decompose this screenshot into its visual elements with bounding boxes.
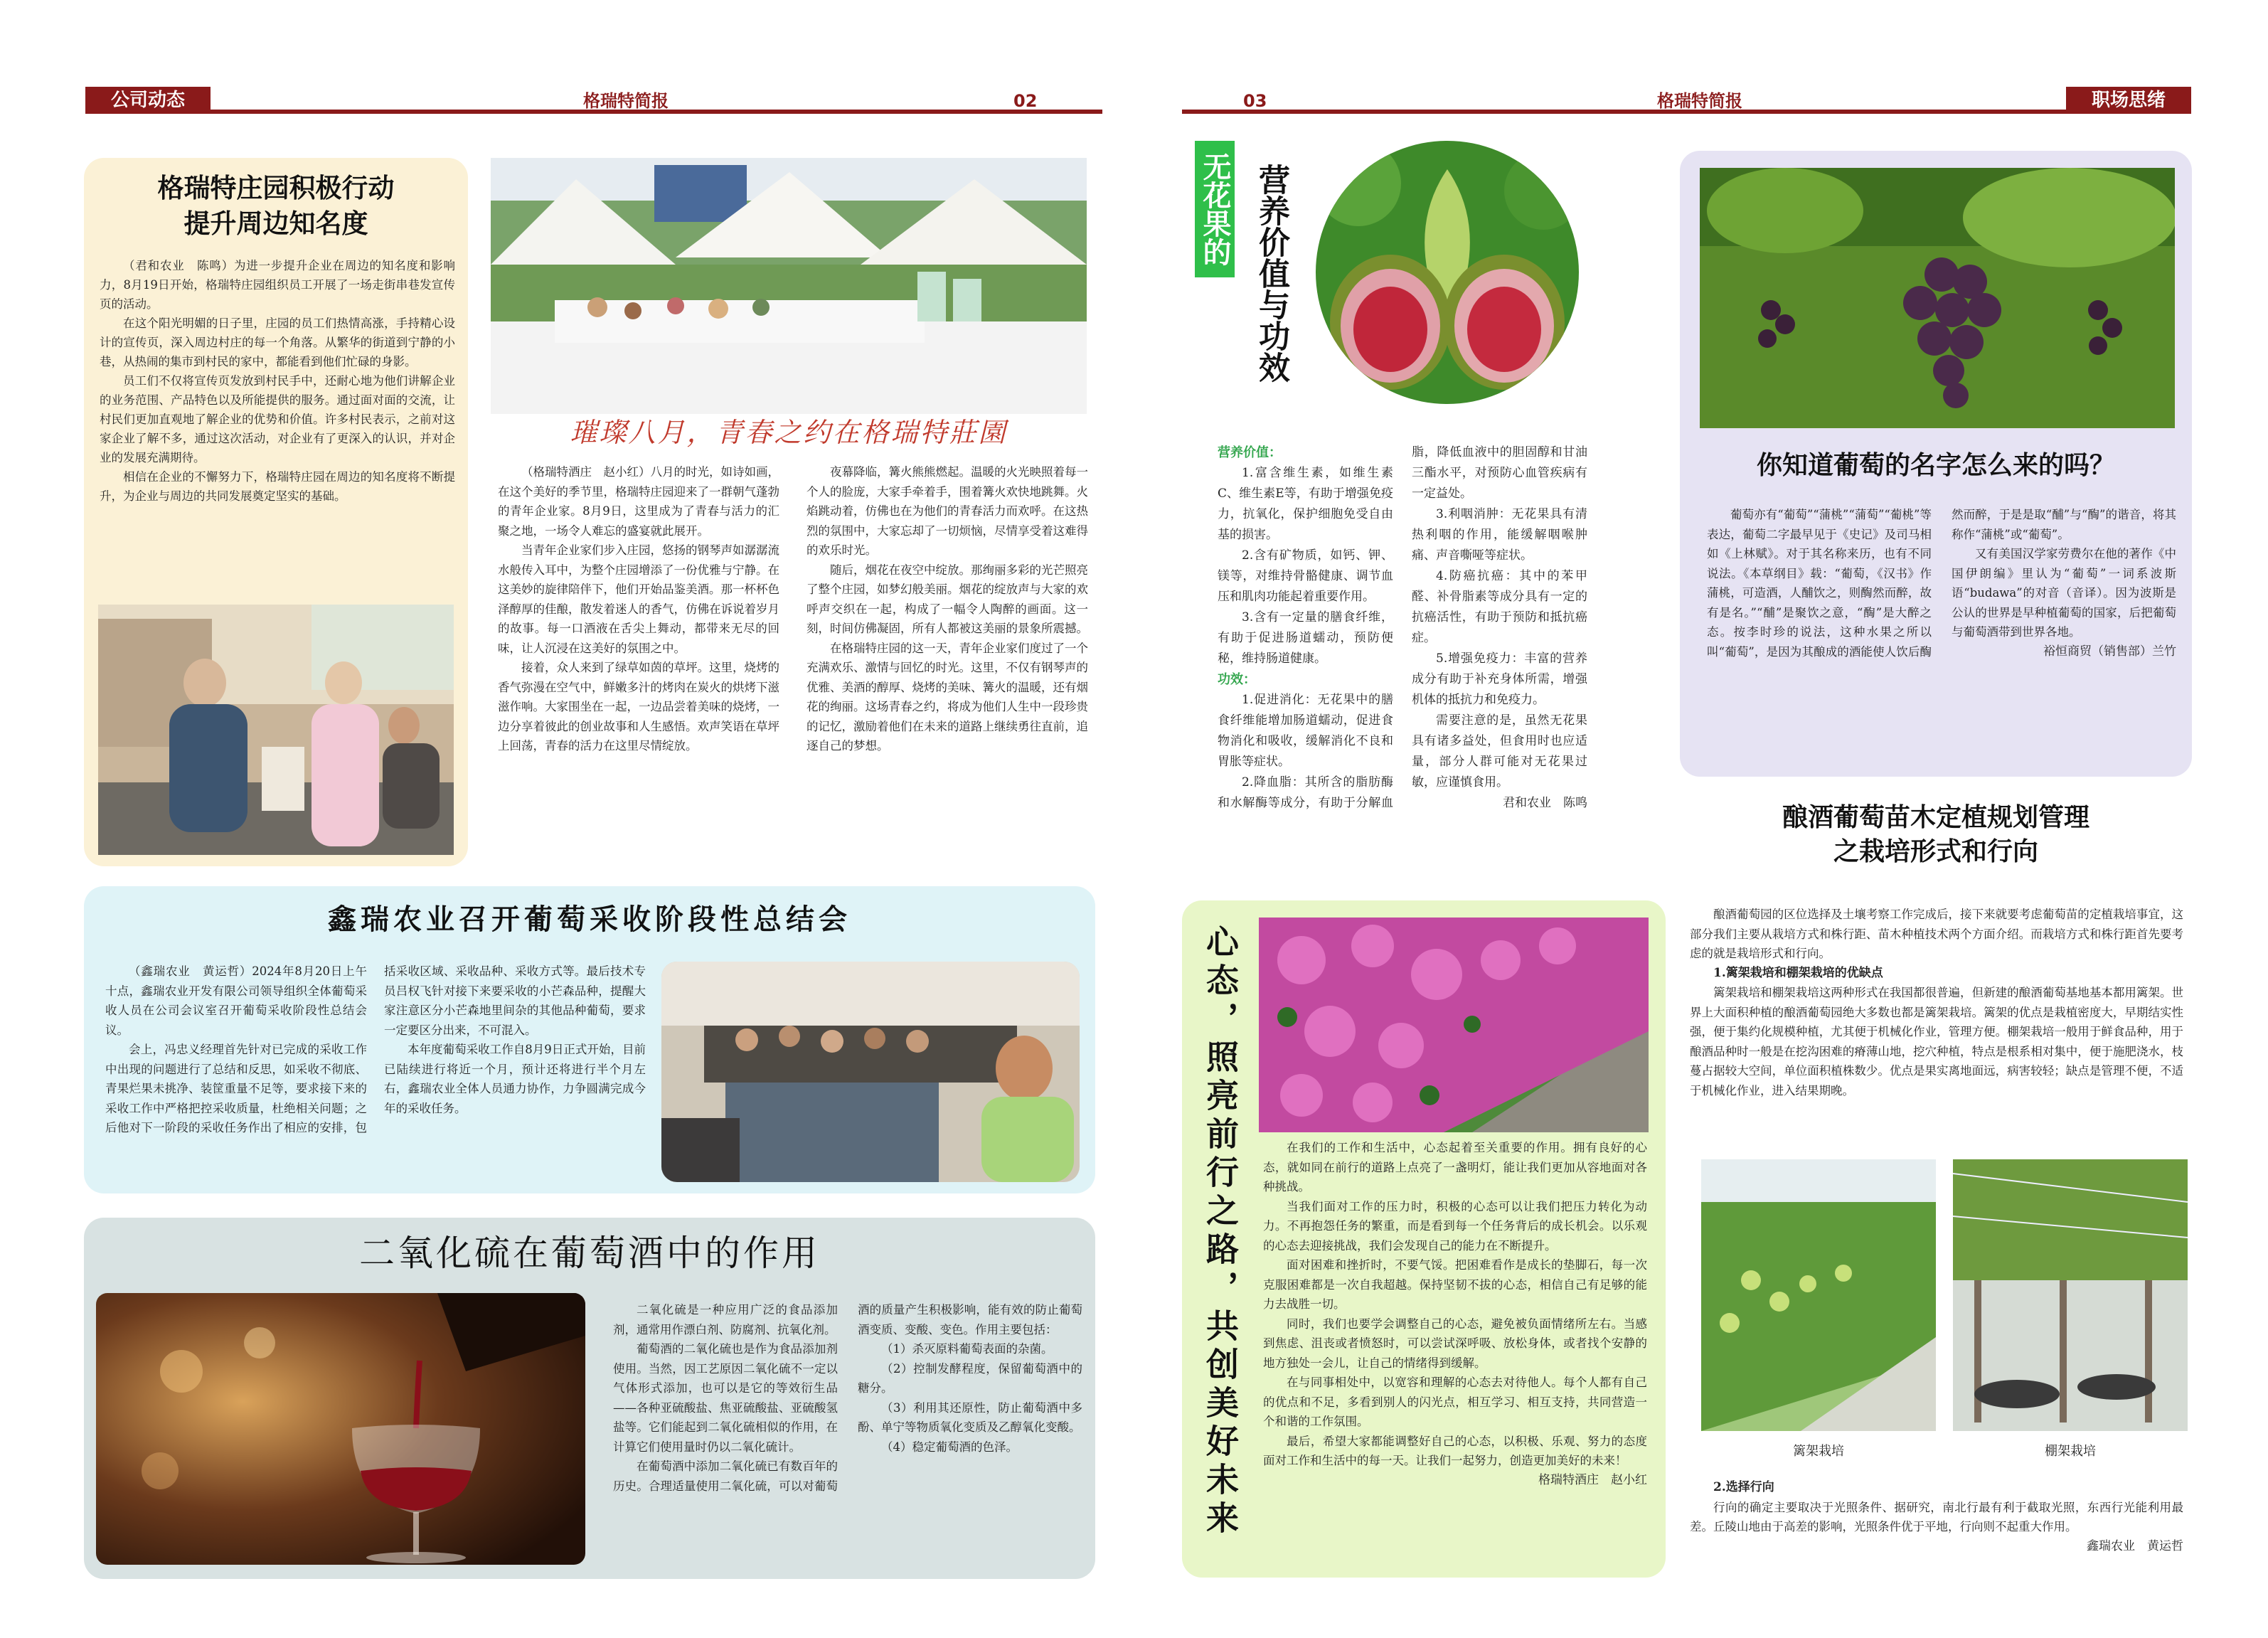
author-signature: 鑫瑞农业 黄运哲 (2087, 1538, 2183, 1553)
article-grape-name-title: 你知道葡萄的名字怎么来的吗？ (1756, 451, 2115, 480)
caption-trellis-hedge: 篱架栽培 (1793, 1444, 1844, 1459)
title-line-1: 格瑞特庄园积极行动 (157, 173, 395, 203)
fig-tag: 无花果的 (1195, 141, 1235, 277)
paragraph: 行向的确定主要取决于光照条件、据研究，南北行最有利于截取光照，东西行光能利用最差。丘陵山地由于高差的影响，光照条件优于平地，行向则不起重大作用。 (1690, 1500, 2183, 1533)
left-paper-name: 格瑞特简报 (583, 90, 669, 111)
author-signature: 裕恒商贸（销售部）兰竹 (2043, 644, 2176, 659)
paragraph: 篱架栽培和棚架栽培这两种形式在我国都很普遍，但新建的酿酒葡萄基地基本都用篱架。世界上大面积种植的酿酒葡萄园绝大多数也都是篱架栽培。篱架的优点是栽植密度大，早期结实性强，便于集约化规模种植，尤其便于机械化作业，管理方便。棚架栽培一般用于鲜食品种，用于酿酒品种时一般是在挖沟困难的瘠薄山地，挖穴种植，特点是根系相对集中，便于施肥浇水，枝蔓占据较大空间，单位面积植株数少。优点是果实离地面远，病害较轻；缺点是管理不便，不适于机械化作业，进入结果期晚。 (1690, 986, 2183, 1097)
fig-body (1218, 442, 1587, 876)
article-vine-planting-body-top (1690, 905, 2183, 1100)
left-page-number: 02 (1013, 91, 1038, 111)
paragraph: 葡萄亦有“葡萄”“蒲桃”“蒲萄”“葡桃”等表达，葡萄二字最早见于《史记》及司马相如《上林赋》。对于其名称来历，也有不同说法。《本草纲目》载：“葡萄，《汉书》作蒲桃，可造酒，人酺饮之，则醄然而醉，故有是名。”“酺”是聚饮之意，“醄”是大醉之态。按李时珍的说法，这种水果之所以叫“葡萄”，是因为其酿成的酒能使人饮后醄然而醉，于是是取“酺”与“醄”的谐音，将其称作“蒲桃”或“葡萄”。 (1707, 508, 2176, 659)
article-mindset-title: 心态，照亮前行之路，共创美好未来 (1201, 925, 1240, 1539)
paragraph: 3.利咽消肿：无花果具有清热利咽的作用，能缓解咽喉肿痛、声音嘶哑等症状。 (1412, 507, 1587, 563)
list-item: （2）控制发酵程度，保留葡萄酒中的糖分。 (858, 1361, 1082, 1395)
photo-villagers-flyers (98, 605, 454, 855)
photo-flower-path (1259, 918, 1649, 1132)
paragraph: 面对困难和挫折时，不要气馁。把困难看作是成长的垫脚石，每一次克服困难都是一次自我超越。保持坚韧不拔的心态，相信自己有足够的能力去战胜一切。 (1263, 1258, 1647, 1311)
paragraph: 葡萄酒的二氧化硫也是作为食品添加剂使用。当然，因工艺原因二氧化硫不一定以气体形式添加，也可以是它的等效衍生品——各种亚硫酸盐、焦亚硫酸盐、亚硫酸氢盐等。它们能起到二氧化硫相似的作用，在计算它们使用量时仍以二氧化硫计。 (613, 1342, 838, 1454)
paragraph: 夜幕降临，篝火熊熊燃起。温暖的火光映照着每一个人的脸庞，大家手牵着手，围着篝火欢快地跳舞。火焰跳动着，仿佛也在为他们的青春活力而欢呼。在这热烈的氛围中，大家忘却了一切烦恼，尽情享受着这难得的欢乐时光。 (806, 465, 1088, 557)
paragraph: 酿酒葡萄园的区位选择及土壤考察工作完成后，接下来就要考虑葡萄苗的定植栽培事宜，这部分我们主要从栽培方式和株行距、苗木种植技术两个方面介绍。而栽培方式和株行距首先要考虑的就是栽培形式和行向。 (1690, 908, 2183, 960)
lawn-party-banner (491, 413, 1087, 452)
paragraph: 二氧化硫是一种应用广泛的食品添加剂，通常用作漂白剂、防腐剂、抗氧化剂。 (613, 1303, 838, 1336)
right-paper-name: 格瑞特简报 (1657, 90, 1742, 111)
article-vine-planting-title (1680, 801, 2192, 869)
article-estate-promotion-title (84, 171, 468, 242)
photo-grape-clusters (1700, 168, 2175, 428)
article-sulfur-dioxide-title: 二氧化硫在葡萄酒中的作用 (359, 1233, 820, 1274)
title-line-1: 酿酒葡萄苗木定植规划管理 (1782, 803, 2089, 832)
article-sulfur-dioxide-body (613, 1300, 1082, 1563)
right-section-tag: 职场思绪 (2066, 87, 2191, 114)
paragraph: 1.促进消化：无花果中的膳食纤维能增加肠道蠕动，促进食物消化和吸收，缓解消化不良和胃胀等症状。 (1218, 693, 1393, 769)
list-item: （3）利用其还原性，防止葡萄酒中多酚、单宁等物质氧化变质及乙醇氧化变酸。 (858, 1400, 1082, 1434)
title-line-2: 提升周边知名度 (183, 208, 368, 239)
paragraph: 需要注意的是，虽然无花果具有诸多益处，但食用时也应适量，部分人群可能对无花果过敏，应谨慎食用。 (1412, 713, 1587, 789)
paragraph: 1.富含维生素，如维生素C、维生素E等，有助于增强免疫力，抗氧化，保护细胞免受自由基的损害。 (1218, 466, 1393, 542)
right-page-number: 03 (1243, 91, 1267, 111)
paragraph: 当青年企业家们步入庄园，悠扬的钢琴声如潺潺流水般传入耳中，为整个庄园增添了一份优雅与宁静。在这美妙的旋律陪伴下，他们开始品鉴美酒。那一杯杯色泽醇厚的佳酿，散发着迷人的香气，仿佛在诉说着岁月的故事。每一口酒液在舌尖上舞动，都带来无尽的回味，让人沉浸在这美好的氛围之中。 (498, 543, 779, 655)
section-heading: 1.篱架栽培和棚架栽培的优缺点 (1713, 965, 1883, 980)
paragraph: 4.防癌抗癌：其中的苯甲醛、补骨脂素等成分具有一定的抗癌活性，有助于预防和抵抗癌症。 (1412, 569, 1587, 645)
article-harvest-meeting-title: 鑫瑞农业召开葡萄采收阶段性总结会 (328, 903, 851, 936)
article-vine-planting-body-bottom (1690, 1478, 2183, 1556)
paragraph: 2.降血脂：其所含的脂肪酶和水解酶等成分，有助于分解血脂，降低血液中的胆固醇和甘油三酯水平，对预防心血管疾病有一定益处。 (1218, 445, 1587, 810)
left-section-tag: 公司动态 (85, 87, 211, 114)
paragraph: 在格瑞特庄园的这一天，青年企业家们度过了一个充满欢乐、激情与回忆的时光。这里，不仅有钢琴声的优雅、美酒的醇厚、烧烤的美味、篝火的温暖，还有烟花的绚丽。这场青春之约，将成为他们人生中一段珍贵的记忆，激励着他们在未来的道路上继续勇往直前，追逐自己的梦想。 (806, 641, 1088, 752)
paragraph: （格瑞特酒庄 赵小红）八月的时光，如诗如画，在这个美好的季节里，格瑞特庄园迎来了一群朝气蓬勃的青年企业家。8月9日，这里成为了青春与活力的汇聚之地，一场令人难忘的盛宴就此展开。 (498, 465, 779, 538)
article-youth-body (498, 462, 1088, 868)
paragraph: 当我们面对工作的压力时，积极的心态可以让我们把压力转化为动力。不再抱怨任务的繁重，而是看到每一个任务背后的成长机会。以乐观的心态去迎接挑战，我们会发现自己的能力在不断提升。 (1263, 1199, 1647, 1253)
paragraph: 在我们的工作和生活中，心态起着至关重要的作用。拥有良好的心态，就如同在前行的道路上点亮了一盏明灯，能让我们更加从容地面对各种挑战。 (1263, 1141, 1647, 1193)
title-line-2: 之栽培形式和行向 (1833, 837, 2038, 866)
paragraph: 同时，我们也要学会调整自己的心态，避免被负面情绪所左右。当感到焦虑、沮丧或者愤怒时，可以尝试深呼吸、放松身体，或者找个安静的地方独处一会儿，让自己的情绪得到缓解。 (1263, 1317, 1647, 1370)
paragraph: 在这个阳光明媚的日子里，庄园的员工们热情高涨，手持精心设计的宣传页，深入周边村庄的每一个角落。从繁华的街道到宁静的小巷，从热闹的集市到村民的家中，都能看到他们忙碌的身影。 (100, 317, 455, 368)
paragraph: 接着，众人来到了绿草如茵的草坪。这里，烧烤的香气弥漫在空气中，鲜嫩多汁的烤肉在炭火的烘烤下滋滋作响。大家围坐在一起，一边品尝着美味的烧烤，一边分享着彼此的创业故事和人生感悟。欢声笑语在草坪上回荡，青春的活力在这里尽情绽放。 (498, 661, 779, 752)
author-signature: 格瑞特酒庄 赵小红 (1538, 1472, 1647, 1487)
fig-title: 营养价值与功效 (1253, 164, 1289, 383)
paragraph: 随后，烟花在夜空中绽放。那绚丽多彩的光芒照亮了整个庄园，如梦幻般美丽。烟花的绽放声与大家的欢呼声交织在一起，构成了一幅令人陶醉的画面。这一刻，时间仿佛凝固，所有人都被这美丽的景象所震撼。 (806, 563, 1088, 635)
paragraph: （君和农业 陈鸣）为进一步提升企业在周边的知名度和影响力，8月19日开始，格瑞特庄园组织员工开展了一场走街串巷发宣传页的活动。 (100, 259, 455, 311)
photo-figs (1316, 141, 1579, 404)
paragraph: 又有美国汉学家劳费尔在他的著作《中国伊朗编》里认为“葡萄”一词系波斯语“budawa”的对音（音译）。因为波斯是公认的世界是早种植葡萄的国家，后把葡萄与葡萄酒带到世界各地。 (1952, 547, 2176, 639)
list-item: （4）稳定葡萄酒的色泽。 (881, 1440, 1018, 1454)
article-grape-name-body (1707, 505, 2176, 761)
paragraph: 在与同事相处中，以宽容和理解的心态去对待他人。每个人都有自己的优点和不足，多看到别人的闪光点，相互学习、相互支持，共同营造一个和谐的工作氛围。 (1263, 1376, 1647, 1428)
photo-trellis-hedge (1701, 1159, 1936, 1431)
photo-trellis-arbor (1953, 1159, 2188, 1431)
paragraph: 最后，希望大家都能调整好自己的心态，以积极、乐观、努力的态度面对工作和生活中的每一天。让我们一起努力，创造更加美好的未来！ (1263, 1434, 1647, 1467)
article-estate-promotion-body (100, 256, 455, 506)
paragraph: 本年度葡萄采收工作自8月9日正式开始，目前已陆续进行将近一个月，预计还将进行半个月左右，鑫瑞农业全体人员通力协作，力争圆满完成今年的采收任务。 (384, 1043, 646, 1115)
photo-meeting-room (661, 962, 1080, 1182)
paragraph: 3.含有一定量的膳食纤维，有助于促进肠道蠕动，预防便秘，维持肠道健康。 (1218, 610, 1393, 666)
article-harvest-meeting-body (105, 962, 646, 1189)
photo-lawn-party (491, 158, 1087, 414)
paragraph: 相信在企业的不懈努力下，格瑞特庄园在周边的知名度将不断提升，为企业与周边的共同发展奠定坚实的基础。 (100, 470, 455, 503)
paragraph: 2.含有矿物质，如钙、钾、镁等，对维持骨骼健康、调节血压和肌肉功能起着重要作用。 (1218, 548, 1393, 604)
photo-wine-pour (96, 1293, 585, 1565)
section-heading: 2.选择行向 (1713, 1480, 1774, 1494)
article-mindset-body (1263, 1138, 1647, 1490)
caption-trellis-arbor: 棚架栽培 (2045, 1444, 2096, 1459)
paragraph: 在葡萄酒中添加二氧化硫已有数百年的历史。合理适量使用二氧化硫，可以对葡萄酒的质量产生积极影响，能有效的防止葡萄酒变质、变酸、变色。作用主要包括： (613, 1303, 1082, 1493)
banner-text: 璀璨八月，青春之约在格瑞特莊園 (570, 417, 1008, 448)
paragraph: 会上，冯忠义经理首先针对已完成的采收工作中出现的问题进行了总结和反思，如采收不彻底、青果烂果未挑净、装筐重量不足等，要求接下来的采收工作中严格把控采收质量，杜绝相关问题；之后他对下一阶段的采收任务作出了相应的安排，包括采收区域、采收品种、采收方式等。最后技术专员吕权飞针对接下来要采收的小芒森品种，提醒大家注意区分小芒森地里间杂的其他品种葡萄，要求一定要区分出来，不可混入。 (105, 964, 646, 1134)
paragraph: （鑫瑞农业 黄运哲）2024年8月20日上午十点，鑫瑞农业开发有限公司领导组织全体葡萄采收人员在公司会议室召开葡萄采收阶段性总结会议。 (105, 964, 367, 1037)
paragraph: 员工们不仅将宣传页发放到村民手中，还耐心地为他们讲解企业的业务范围、产品特色以及所能提供的服务。通过面对面的交流，让村民们更加直观地了解企业的优势和价值。许多村民表示，之前对这家企业了解不多，通过这次活动，对企业有了更深入的认识，并对企业的发展充满期待。 (100, 374, 455, 464)
paragraph: 5.增强免疫力：丰富的营养成分有助于补充身体所需，增强机体的抵抗力和免疫力。 (1412, 652, 1587, 707)
section-heading: 功效： (1218, 672, 1256, 687)
section-heading: 营养价值： (1218, 445, 1282, 460)
list-item: （1）杀灭原料葡萄表面的杂菌。 (881, 1342, 1053, 1356)
author-signature: 君和农业 陈鸣 (1503, 796, 1587, 810)
